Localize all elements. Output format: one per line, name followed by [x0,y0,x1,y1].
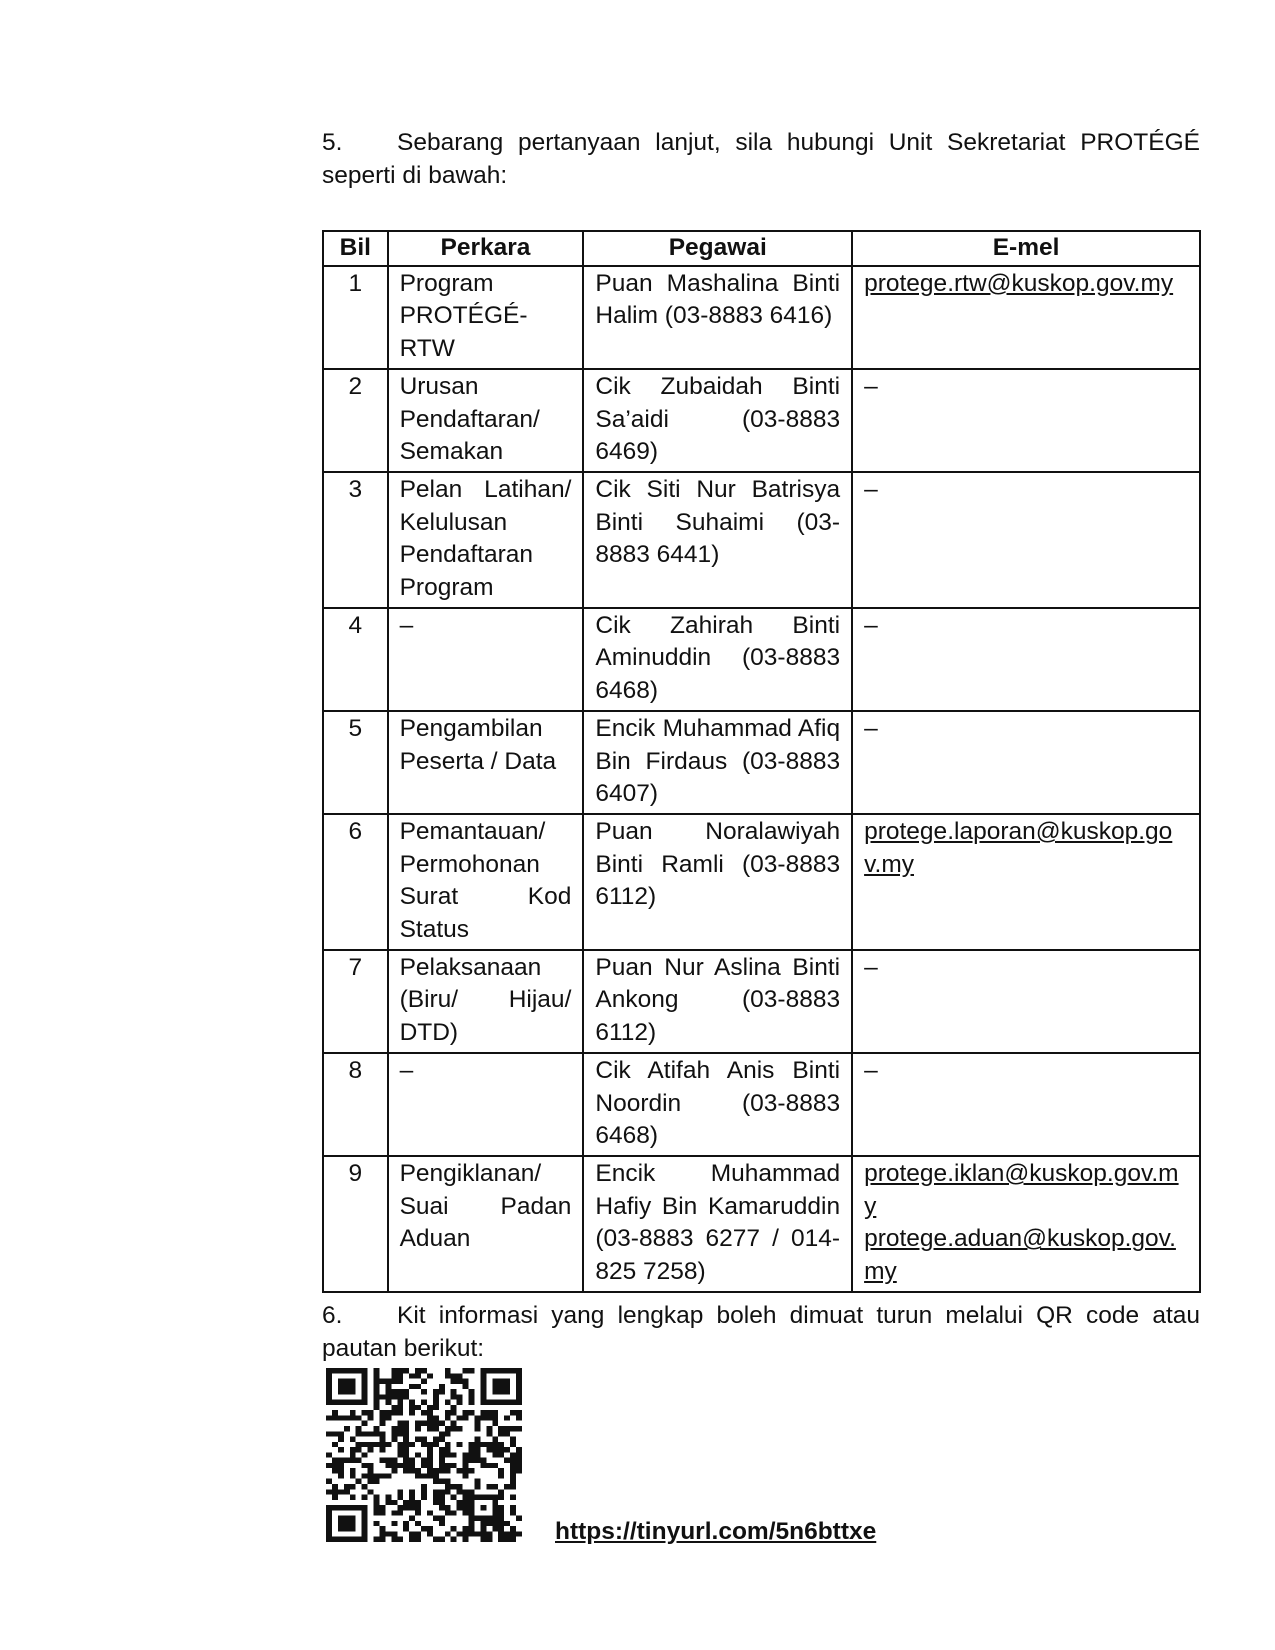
table-row [323,950,1200,1053]
table-row [323,472,1200,608]
cell-pegawai: Cik Zubaidah Binti Sa’aidi (03-8883 6469) [583,369,852,472]
cell-bil: 3 [323,472,388,608]
paragraph-6 [322,1300,1200,1365]
cell-perkara: – [388,1053,584,1156]
table-row [323,814,1200,950]
cell-pegawai: Cik Zahirah Binti Aminuddin (03-8883 6468) [583,608,852,711]
cell-emel [852,814,1200,950]
header-perkara: Perkara [388,231,584,266]
cell-pegawai: Encik Muhammad Hafiy Bin Kamaruddin (03-8883 6277 / 014-825 7258) [583,1156,852,1292]
cell-emel: – [852,711,1200,814]
cell-bil: 5 [323,711,388,814]
cell-emel: – [852,369,1200,472]
cell-pegawai: Puan Nur Aslina Binti Ankong (03-8883 6112) [583,950,852,1053]
contact-table [322,230,1201,1293]
cell-perkara: Pemantauan/ Permohonan Surat Kod Status [388,814,584,950]
paragraph-5-text: Sebarang pertanyaan lanjut, sila hubungi Unit Sekretariat PROTÉGÉ seperti di bawah: [322,129,1200,189]
email-link-secondary[interactable]: protege.aduan@kuskop.gov.my [864,1225,1176,1286]
cell-emel: – [852,472,1200,608]
cell-bil: 9 [323,1156,388,1292]
cell-emel: – [852,1053,1200,1156]
cell-pegawai: Cik Siti Nur Batrisya Binti Suhaimi (03-8883 6441) [583,472,852,608]
cell-pegawai: Cik Atifah Anis Binti Noordin (03-8883 6468) [583,1053,852,1156]
cell-perkara: Program PROTÉGÉ-RTW [388,266,584,369]
cell-emel: – [852,950,1200,1053]
paragraph-5 [322,127,1200,192]
cell-bil: 7 [323,950,388,1053]
cell-pegawai: Puan Noralawiyah Binti Ramli (03-8883 6112) [583,814,852,950]
table-row [323,369,1200,472]
cell-emel [852,1156,1200,1292]
paragraph-6-text: Kit informasi yang lengkap boleh dimuat turun melalui QR code atau pautan berikut: [322,1302,1200,1362]
kit-download-link[interactable]: https://tinyurl.com/5n6bttxe [555,1518,877,1545]
email-link[interactable]: protege.iklan@kuskop.gov.my [864,1159,1179,1220]
cell-bil: 4 [323,608,388,711]
table-row [323,266,1200,369]
cell-perkara: Pengiklanan/ Suai Padan Aduan [388,1156,584,1292]
table-row [323,711,1200,814]
cell-bil: 6 [323,814,388,950]
cell-perkara: Pelaksanaan (Biru/ Hijau/ DTD) [388,950,584,1053]
paragraph-6-number: 6. [322,1302,343,1329]
header-pegawai: Pegawai [583,231,852,266]
table-row [323,1053,1200,1156]
paragraph-5-number: 5. [322,129,343,156]
qr-code-icon[interactable] [326,1368,522,1542]
cell-emel: – [852,608,1200,711]
table-row [323,1156,1200,1292]
header-bil: Bil [323,231,388,266]
email-link[interactable]: protege.rtw@kuskop.gov.my [864,269,1174,297]
cell-perkara: Pelan Latihan/ Kelulusan Pendaftaran Program [388,472,584,608]
cell-perkara: Pengambilan Peserta / Data [388,711,584,814]
cell-perkara: – [388,608,584,711]
table-header-row [323,231,1200,266]
table-row [323,608,1200,711]
cell-emel [852,266,1200,369]
cell-bil: 1 [323,266,388,369]
cell-pegawai: Puan Mashalina Binti Halim (03-8883 6416) [583,266,852,369]
header-emel: E-mel [852,231,1200,266]
cell-perkara: Urusan Pendaftaran/ Semakan [388,369,584,472]
cell-bil: 8 [323,1053,388,1156]
cell-pegawai: Encik Muhammad Afiq Bin Firdaus (03-8883 6407) [583,711,852,814]
email-link[interactable]: protege.laporan@kuskop.gov.my [864,817,1173,878]
cell-bil: 2 [323,369,388,472]
